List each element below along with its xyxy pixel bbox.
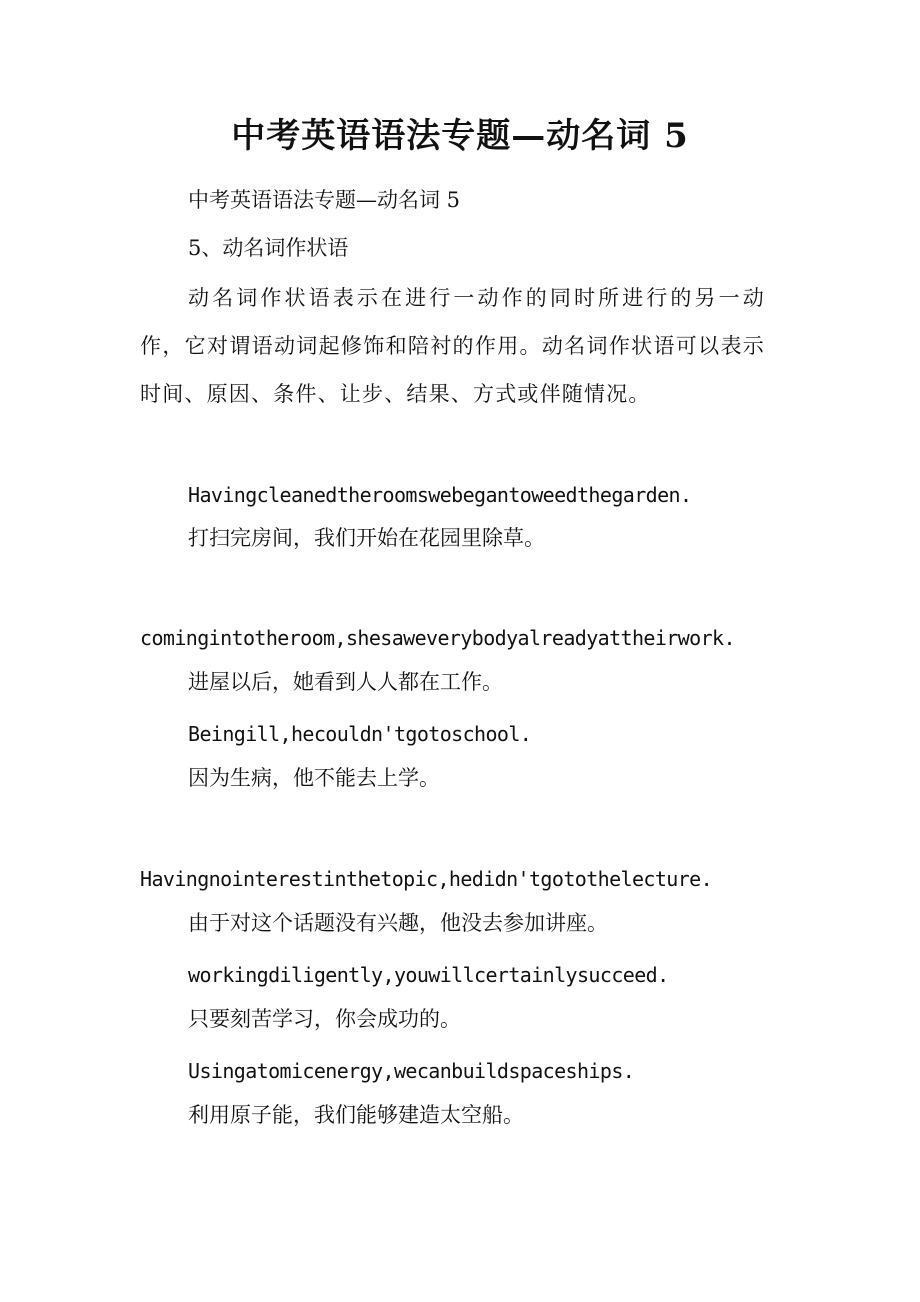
example-1-chinese: 打扫完房间，我们开始在花园里除草。 — [188, 526, 545, 550]
example-3-english: Beingill,hecouldn'tgotoschool. — [188, 722, 532, 746]
example-1-english: Havingcleanedtheroomswebegantoweedthegarden. — [188, 483, 692, 507]
example-5-english: workingdiligently,youwillcertainlysucceed. — [188, 963, 669, 987]
example-5-chinese: 只要刻苦学习，你会成功的。 — [188, 1007, 461, 1031]
example-2-chinese: 进屋以后，她看到人人都在工作。 — [188, 670, 503, 694]
document-title: 中考英语语法专题—动名词 5 — [231, 116, 689, 156]
example-6-chinese: 利用原子能，我们能够建造太空船。 — [188, 1103, 524, 1127]
document-subtitle: 中考英语语法专题—动名词 5 — [188, 188, 461, 212]
example-3-chinese: 因为生病，他不能去上学。 — [188, 766, 440, 790]
section-heading: 5、动名词作状语 — [188, 236, 349, 260]
example-6-english: Usingatomicenergy,wecanbuildspaceships. — [188, 1059, 635, 1083]
example-4-english: Havingnointerestinthetopic,hedidn'tgotothelecture. — [140, 867, 713, 891]
example-2-english: comingintotheroom,shesaweverybodyalreadyattheirwork. — [140, 626, 735, 650]
intro-paragraph: 动名词作状语表示在进行一动作的同时所进行的另一动作，它对谓语动词起修饰和陪衬的作用。动名词作状语可以表示时间、原因、条件、让步、结果、方式或伴随情况。 — [140, 286, 765, 406]
example-4-chinese: 由于对这个话题没有兴趣，他没去参加讲座。 — [188, 911, 608, 935]
